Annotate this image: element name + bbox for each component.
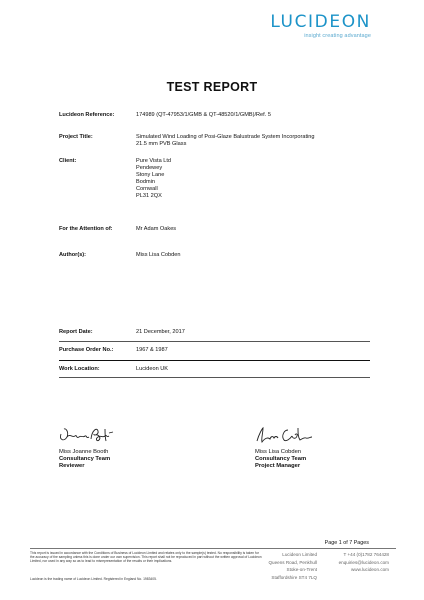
reviewer-role: Reviewer [59, 463, 85, 469]
attention-label: For the Attention of: [59, 226, 113, 232]
purchase-order-label: Purchase Order No.: [59, 347, 114, 353]
contact-email-link[interactable]: enquiries@lucideon.com [338, 559, 389, 565]
client-line: Pure Vista Ltd [136, 158, 172, 164]
client-label: Client: [59, 158, 77, 164]
authors-value: Miss Lisa Cobden [136, 252, 181, 258]
address-line: Staffordshire ST4 7LQ [271, 574, 317, 580]
client-line: Cornwall [136, 186, 158, 192]
footer-divider [30, 548, 396, 549]
reviewer-name: Miss Joanne Booth [59, 449, 109, 455]
authors-label: Author(s): [59, 252, 87, 258]
divider [59, 360, 370, 361]
divider [59, 341, 370, 342]
project-line: 21.5 mm PVB Glass [136, 141, 187, 147]
contact-phone: T +44 (0)1782 764428 [343, 552, 389, 557]
reviewer-block [59, 449, 110, 470]
address-line: Lucideon Limited [282, 552, 317, 557]
client-line: Bodmin [136, 179, 155, 185]
manager-block [255, 449, 306, 470]
report-date-value: 21 December, 2017 [136, 329, 185, 335]
manager-name: Miss Lisa Cobden [255, 449, 302, 455]
work-location-value: Lucideon UK [136, 366, 169, 372]
footer-disclaimer: This report is issued in accordance with the Conditions of Business of Lucideon Limited and relates only to the sample(s) tested. No responsibility is taken for the accuracy of the sampling unless this is done under our own supervision. This report shall not be reproduced in part without the written approval of Lucideon Limited, nor used in any way so as to lead to misrepresentation of the results or their implications. [30, 551, 262, 563]
report-date-label: Report Date: [59, 329, 93, 335]
manager-team: Consultancy Team [255, 456, 307, 462]
client-address [136, 158, 370, 200]
logo-wordmark: LUCIDEON [270, 12, 371, 32]
client-line: PL31 2QX [136, 193, 162, 199]
contact-website-link[interactable]: www.lucideon.com [350, 567, 389, 572]
footer-contact [324, 551, 389, 574]
reference-label: Lucideon Reference: [59, 112, 115, 118]
company-logo [270, 12, 371, 39]
attention-value: Mr Adam Oakes [136, 226, 177, 232]
project-line: Simulated Wind Loading of Posi-Glaze Balustrade System Incorporating [136, 134, 315, 140]
purchase-order-value: 1967 & 1987 [136, 347, 168, 353]
manager-role: Project Manager [255, 463, 301, 469]
reference-value: 174989 (QT-47953/1/GMB & QT-48520/1/GMB)/Ref. 5 [136, 112, 271, 118]
address-line: Queens Road, Penkhull [268, 559, 317, 565]
reviewer-team: Consultancy Team [59, 456, 111, 462]
address-line: Stoke-on-Trent [286, 567, 317, 572]
divider [59, 377, 370, 378]
footer-address [259, 551, 317, 581]
client-line: Pendewey [136, 165, 163, 171]
reviewer-signature [58, 424, 116, 446]
project-label: Project Title: [59, 134, 93, 140]
footer-trading-name: Lucideon is the trading name of Lucideon Limited. Registered in England No. 1983405. [30, 577, 157, 581]
report-title: TEST REPORT [166, 80, 258, 94]
project-value [136, 134, 370, 148]
work-location-label: Work Location: [59, 366, 100, 372]
manager-signature [254, 424, 314, 446]
page-number: Page 1 of 7 Pages [324, 540, 369, 546]
logo-tagline: insight creating advantage [304, 33, 371, 39]
client-line: Stony Lane [136, 172, 165, 178]
